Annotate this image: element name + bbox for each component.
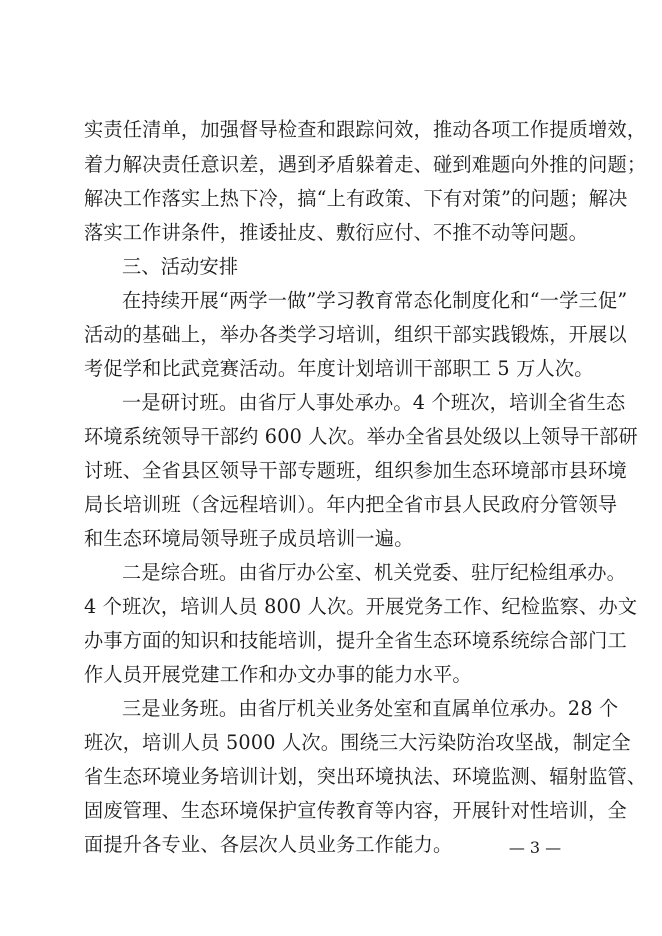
text-line: 在持续开展“两学一做”学习教育常态化制度化和“一学三促” xyxy=(122,289,628,312)
text-line: 落实工作讲条件，推诿扯皮、敷衍应付、不推不动等问题。 xyxy=(84,221,589,244)
text-line: 和生态环境局领导班子成员培训一遍。 xyxy=(84,527,414,550)
text-line: 二是综合班。由省厅办公室、机关党委、驻厅纪检组承办。 xyxy=(122,561,627,584)
text-line: 讨班、全省县区领导干部专题班，组织参加生态环境部市县环境 xyxy=(84,459,627,482)
text-line: 三是业务班。由省厅机关业务处室和直属单位承办。28 个 xyxy=(122,697,619,720)
text-line: 一是研讨班。由省厅人事处承办。4 个班次，培训全省生态 xyxy=(122,391,626,414)
text-line: 环境系统领导干部约 600 人次。举办全省县处级以上领导干部研 xyxy=(84,425,638,448)
section-heading: 三、活动安排 xyxy=(122,255,239,278)
text-line: 作人员开展党建工作和办文办事的能力水平。 xyxy=(84,663,472,686)
text-line: 办事方面的知识和技能培训，提升全省生态环境系统综合部门工 xyxy=(84,629,627,652)
text-line: 省生态环境业务培训计划，突出环境执法、环境监测、辐射监管、 xyxy=(84,765,647,788)
text-line: 局长培训班（含远程培训）。年内把全省市县人民政府分管领导 xyxy=(84,493,618,516)
text-line: 考促学和比武竞赛活动。年度计划培训干部职工 5 万人次。 xyxy=(84,357,594,380)
text-line: 4 个班次，培训人员 800 人次。开展党务工作、纪检监察、办文 xyxy=(84,595,638,618)
text-line: 活动的基础上，举办各类学习培训，组织干部实践锻炼，开展以 xyxy=(84,323,627,346)
text-line: 班次，培训人员 5000 人次。围绕三大污染防治攻坚战，制定全 xyxy=(84,731,631,754)
page-number: — 3 — xyxy=(508,838,562,857)
text-line: 实责任清单，加强督导检查和跟踪问效，推动各项工作提质增效， xyxy=(84,118,647,141)
text-line: 解决工作落实上热下冷，搞“上有政策、下有对策”的问题；解决 xyxy=(84,187,628,210)
text-line: 面提升各专业、各层次人员业务工作能力。 xyxy=(84,833,453,856)
text-line: 固废管理、生态环境保护宣传教育等内容，开展针对性培训，全 xyxy=(84,799,627,822)
text-line: 着力解决责任意识差，遇到矛盾躲着走、碰到难题向外推的问题； xyxy=(84,153,647,176)
